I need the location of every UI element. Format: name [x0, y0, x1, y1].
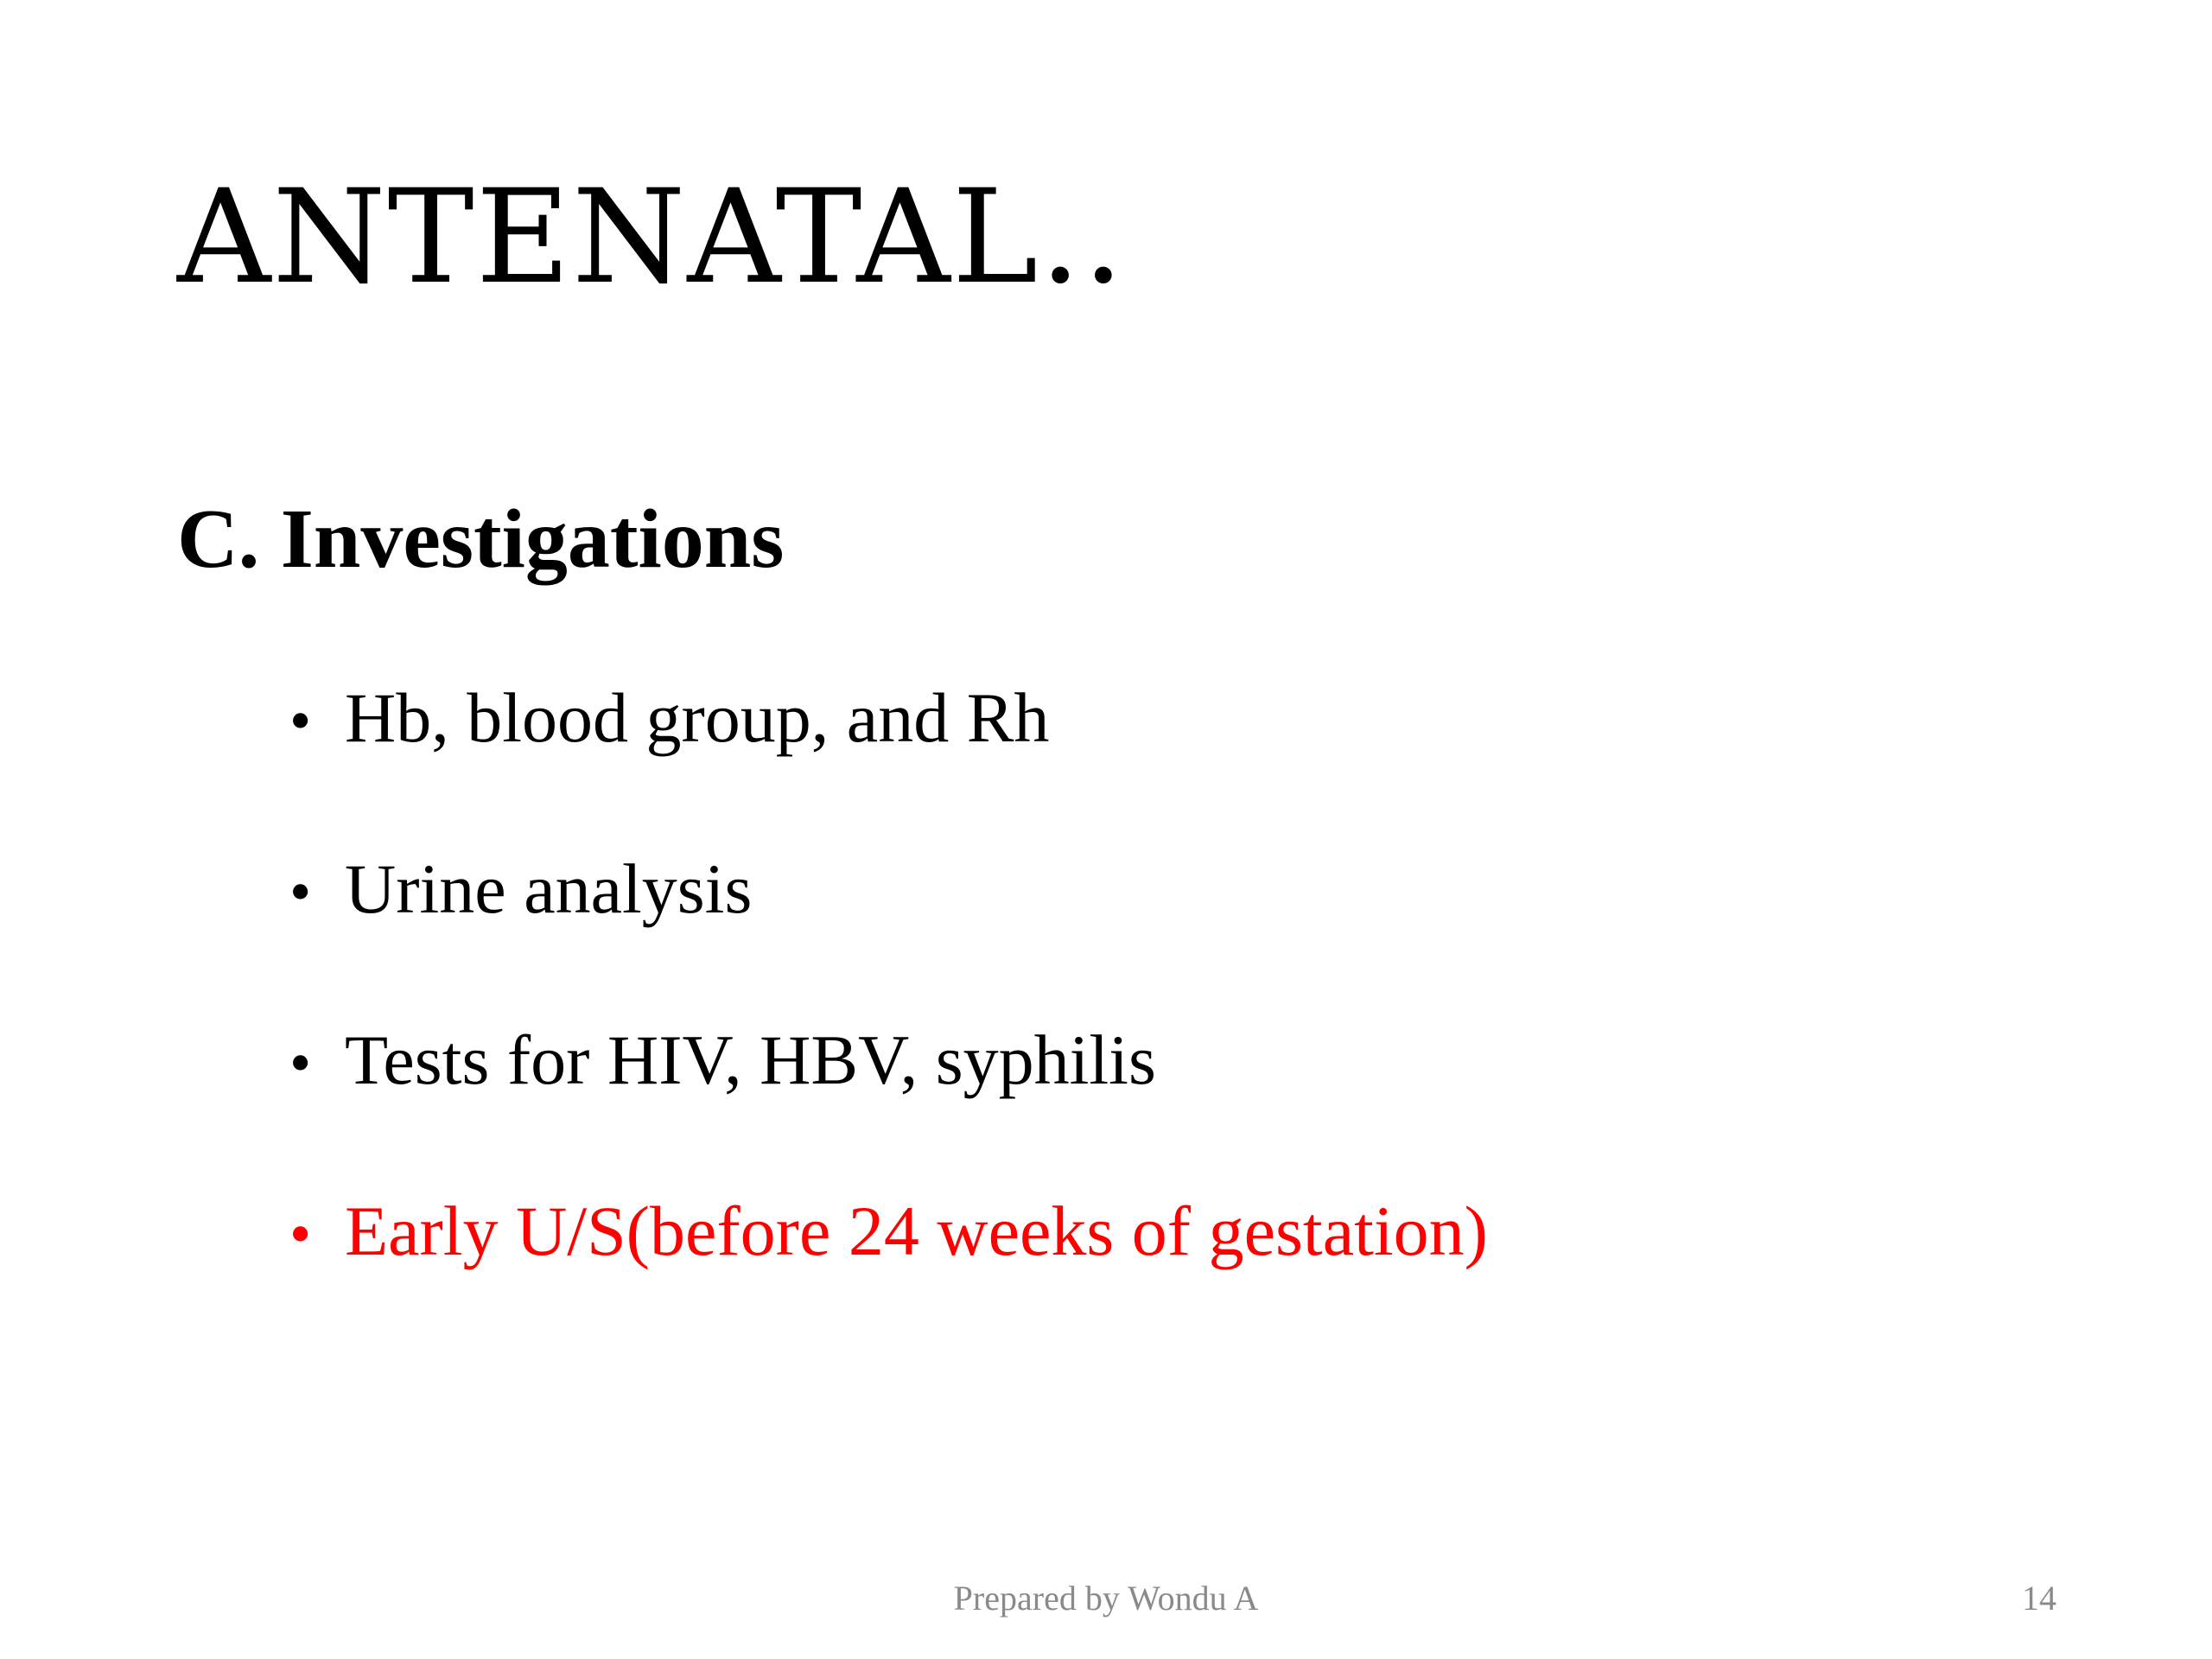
section-heading: C. Investigations [177, 493, 785, 586]
bullet-icon: • [289, 1199, 312, 1268]
bullet-icon: • [289, 686, 312, 755]
bullet-text: Tests for HIV, HBV, syphilis [345, 1020, 1156, 1099]
bullet-item-hb [289, 678, 1488, 854]
bullet-text: Hb, blood group, and Rh [345, 678, 1050, 757]
bullet-list [289, 678, 1488, 1367]
bullet-icon: • [289, 1028, 312, 1097]
slide-title: ANTENATAL.. [177, 162, 1126, 313]
bullet-item-tests [289, 1020, 1488, 1196]
bullet-icon: • [289, 857, 312, 926]
bullet-text: Early U/S(before 24 weeks of gestation) [345, 1192, 1488, 1270]
footer-author: Prepared by Wondu A [953, 1579, 1259, 1618]
bullet-item-urine [289, 849, 1488, 1025]
bullet-text: Urine analysis [345, 849, 753, 928]
page-number: 14 [2022, 1579, 2056, 1618]
bullet-item-ultrasound [289, 1192, 1488, 1367]
